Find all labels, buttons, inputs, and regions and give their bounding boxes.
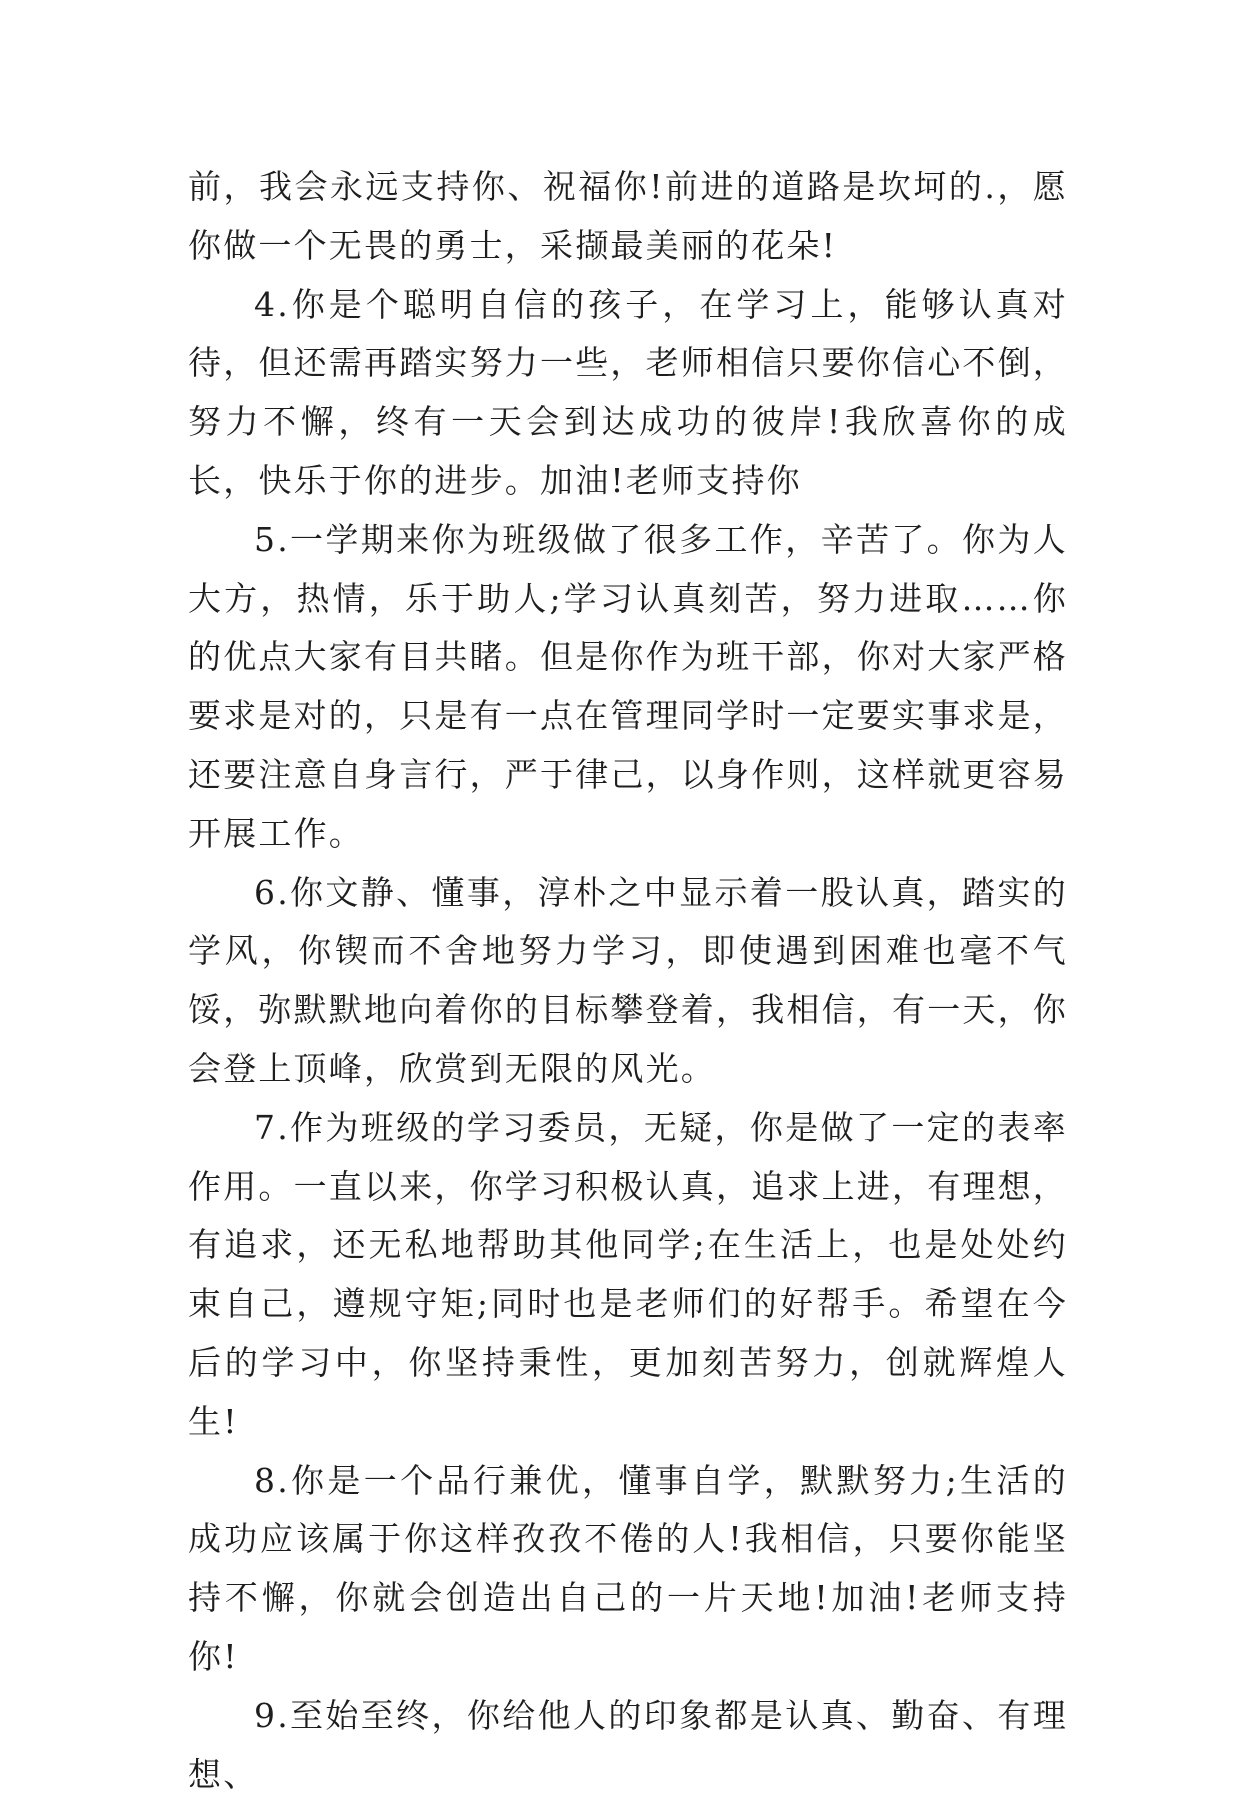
paragraph-comment-6: 6.你文静、懂事，淳朴之中显示着一股认真，踏实的学风，你锲而不舍地努力学习，即使遇到困难也毫不气馁，弥默默地向着你的目标攀登着，我相信，有一天，你会登上顶峰，欣赏到无限的风光。 [188,872,1068,1088]
paragraph-comment-7: 7.作为班级的学习委员，无疑，你是做了一定的表率作用。一直以来，你学习积极认真，追求上进，有理想，有追求，还无私地帮助其他同学;在生活上，也是处处约束自己，遵规守矩;同时也是老师们的好帮手。希望在今后的学习中，你坚持秉性，更加刻苦努力，创就辉煌人生! [188,1107,1068,1441]
paragraph-comment-8: 8.你是一个品行兼优，懂事自学，默默努力;生活的成功应该属于你这样孜孜不倦的人!我相信，只要你能坚持不懈，你就会创造出自己的一片天地!加油!老师支持你! [188,1460,1068,1676]
paragraph-comment-9: 9.至始至终，你给他人的印象都是认真、勤奋、有理想、 [188,1695,1068,1794]
document-body [188,158,1068,1804]
paragraph-comment-4: 4.你是个聪明自信的孩子，在学习上，能够认真对待，但还需再踏实努力一些，老师相信只要你信心不倒，努力不懈，终有一天会到达成功的彼岸!我欣喜你的成长，快乐于你的进步。加油!老师支持你 [188,284,1068,500]
paragraph-continuation: 前，我会永远支持你、祝福你!前进的道路是坎坷的.，愿你做一个无畏的勇士，采撷最美丽的花朵! [188,167,1068,265]
paragraph-comment-5: 5.一学期来你为班级做了很多工作，辛苦了。你为人大方，热情，乐于助人;学习认真刻苦，努力进取……你的优点大家有目共睹。但是你作为班干部，你对大家严格要求是对的，只是有一点在管理同学时一定要实事求是，还要注意自身言行，严于律己，以身作则，这样就更容易开展工作。 [188,519,1068,853]
